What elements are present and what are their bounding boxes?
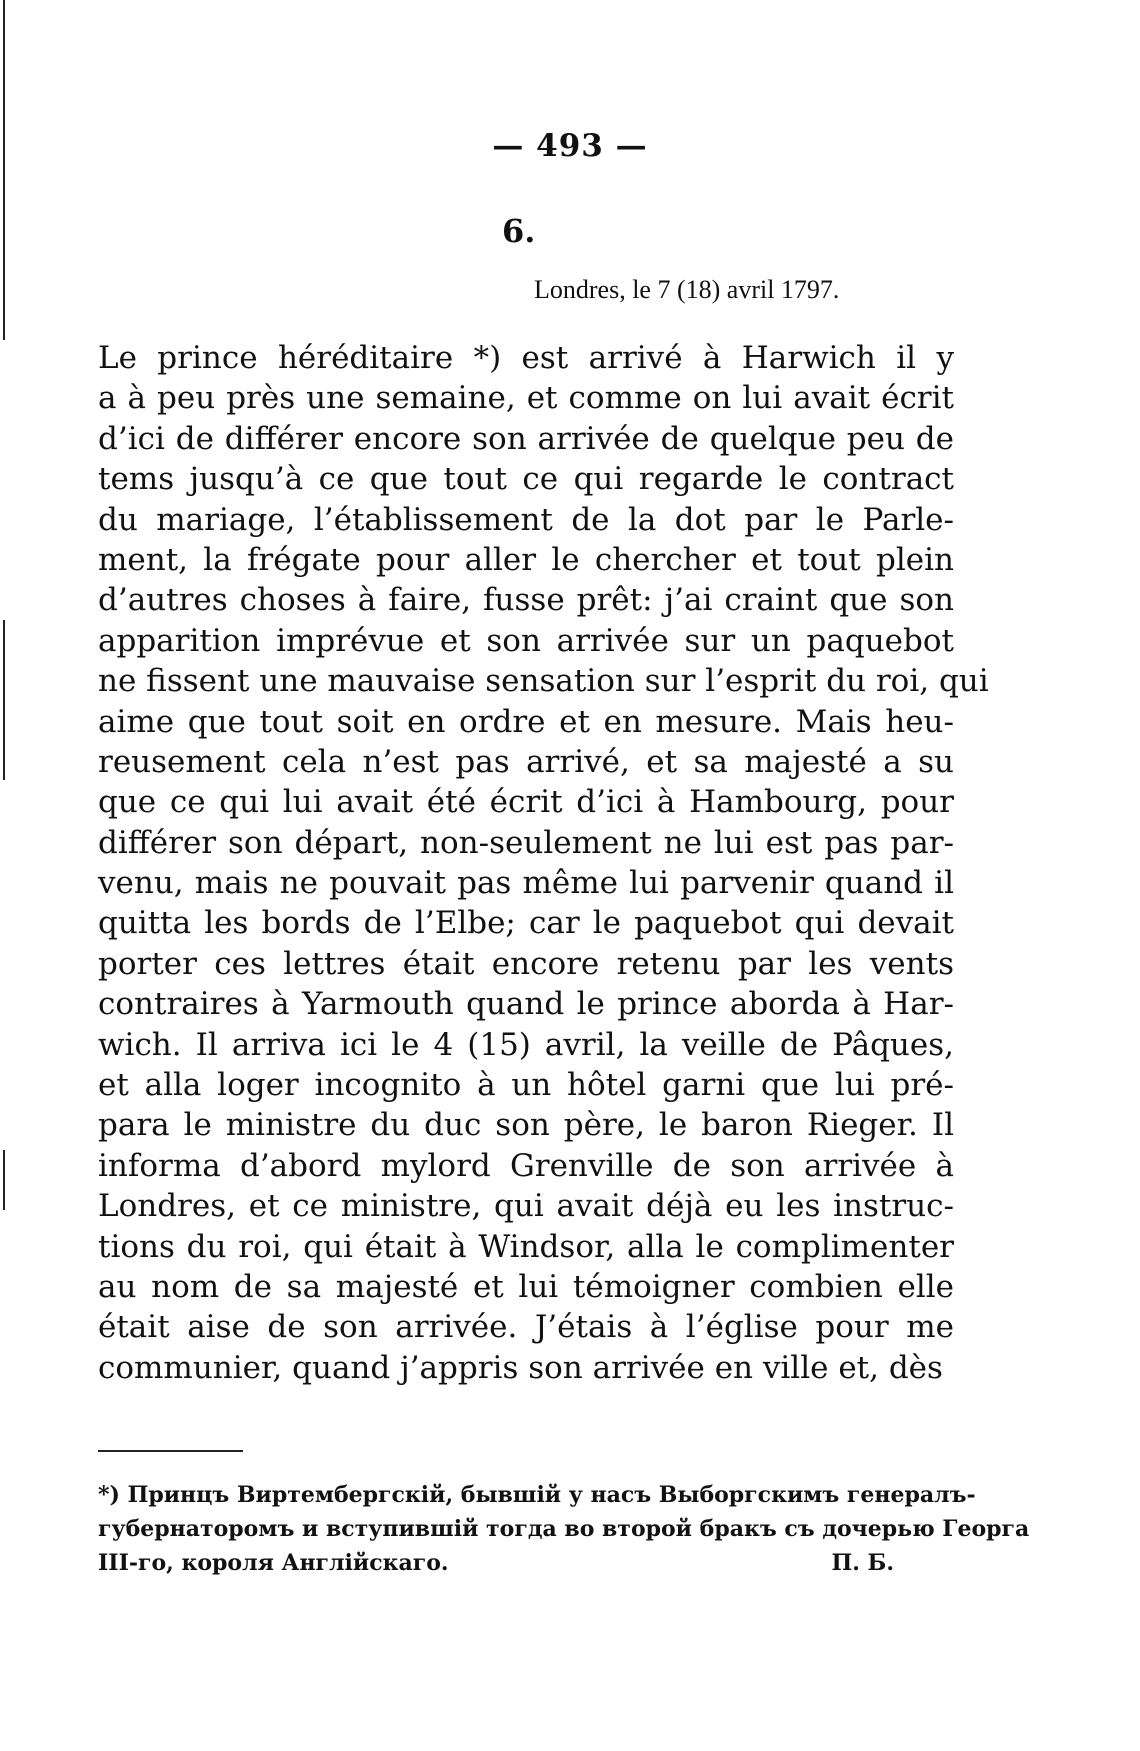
body-line: contraires à Yarmouth quand le prince aborda à Har-: [98, 986, 954, 1023]
body-line: para le ministre du duc son père, le baron Rieger. Il: [98, 1107, 954, 1144]
body-line: reusement cela n’est pas arrivé, et sa majesté a su: [98, 743, 954, 780]
footnote: [98, 1478, 1030, 1580]
body-line: d’ici de différer encore son arrivée de quelque peu de: [98, 420, 954, 457]
body-line: communier, quand j’appris son arrivée en ville et, dès: [98, 1349, 943, 1386]
body-line: Londres, et ce ministre, qui avait déjà eu les instruc-: [98, 1188, 954, 1225]
body-line: ne fissent une mauvaise sensation sur l’esprit du roi, qui: [98, 663, 989, 700]
letter-body: [98, 338, 989, 1388]
body-line: wich. Il arriva ici le 4 (15) avril, la veille de Pâques,: [98, 1026, 954, 1063]
body-line: différer son départ, non-seulement ne lui est pas par-: [98, 824, 954, 861]
body-line: apparition imprévue et son arrivée sur un paquebot: [98, 622, 954, 659]
page-edge-line-middle: [3, 620, 5, 780]
footnote-line: губернаторомъ и вступившій тогда во второй бракъ съ дочерью Георга: [98, 1516, 1030, 1542]
body-line: porter ces lettres était encore retenu par les vents: [98, 945, 954, 982]
body-line: venu, mais ne pouvait pas même lui parvenir quand il: [98, 865, 954, 902]
body-line: et alla loger incognito à un hôtel garni que lui pré-: [98, 1067, 954, 1104]
body-line: a à peu près une semaine, et comme on lui avait écrit: [98, 380, 954, 417]
body-line: informa d’abord mylord Grenville de son arrivée à: [98, 1147, 954, 1184]
body-line: quitta les bords de l’Elbe; car le paquebot qui devait: [98, 905, 954, 942]
page-number: — 493 —: [492, 128, 648, 164]
page-edge-line-top: [3, 0, 5, 340]
body-line: que ce qui lui avait été écrit d’ici à Hambourg, pour: [98, 784, 954, 821]
dateline: Londres, le 7 (18) avril 1797.: [534, 275, 840, 304]
page-edge-line-bottom: [3, 1150, 5, 1210]
footnote-line: *) Принцъ Виртембергскій, бывшій у насъ Выборгскимъ генералъ-: [98, 1482, 976, 1508]
body-line: tions du roi, qui était à Windsor, alla le complimenter: [98, 1228, 954, 1265]
body-line: au nom de sa majesté et lui témoigner combien elle: [98, 1268, 954, 1305]
body-line: était aise de son arrivée. J’étais à l’église pour me: [98, 1309, 954, 1346]
body-line: du mariage, l’établissement de la dot par le Parle-: [98, 501, 954, 538]
footnote-divider: [98, 1450, 243, 1452]
body-line: tems jusqu’à ce que tout ce qui regarde le contract: [98, 461, 954, 498]
footnote-last-line: [98, 1546, 954, 1580]
body-line: Le prince héréditaire *) est arrivé à Harwich il y: [98, 340, 954, 376]
footnote-line: III-го, короля Англійскаго.: [98, 1550, 449, 1576]
section-number: 6.: [502, 212, 536, 250]
body-line: aime que tout soit en ordre et en mesure. Mais heu-: [98, 703, 954, 740]
body-line: d’autres choses à faire, fusse prêt: j’ai craint que son: [98, 582, 954, 619]
footnote-signature: П. Б.: [831, 1550, 894, 1576]
body-line: ment, la frégate pour aller le chercher et tout plein: [98, 541, 954, 578]
